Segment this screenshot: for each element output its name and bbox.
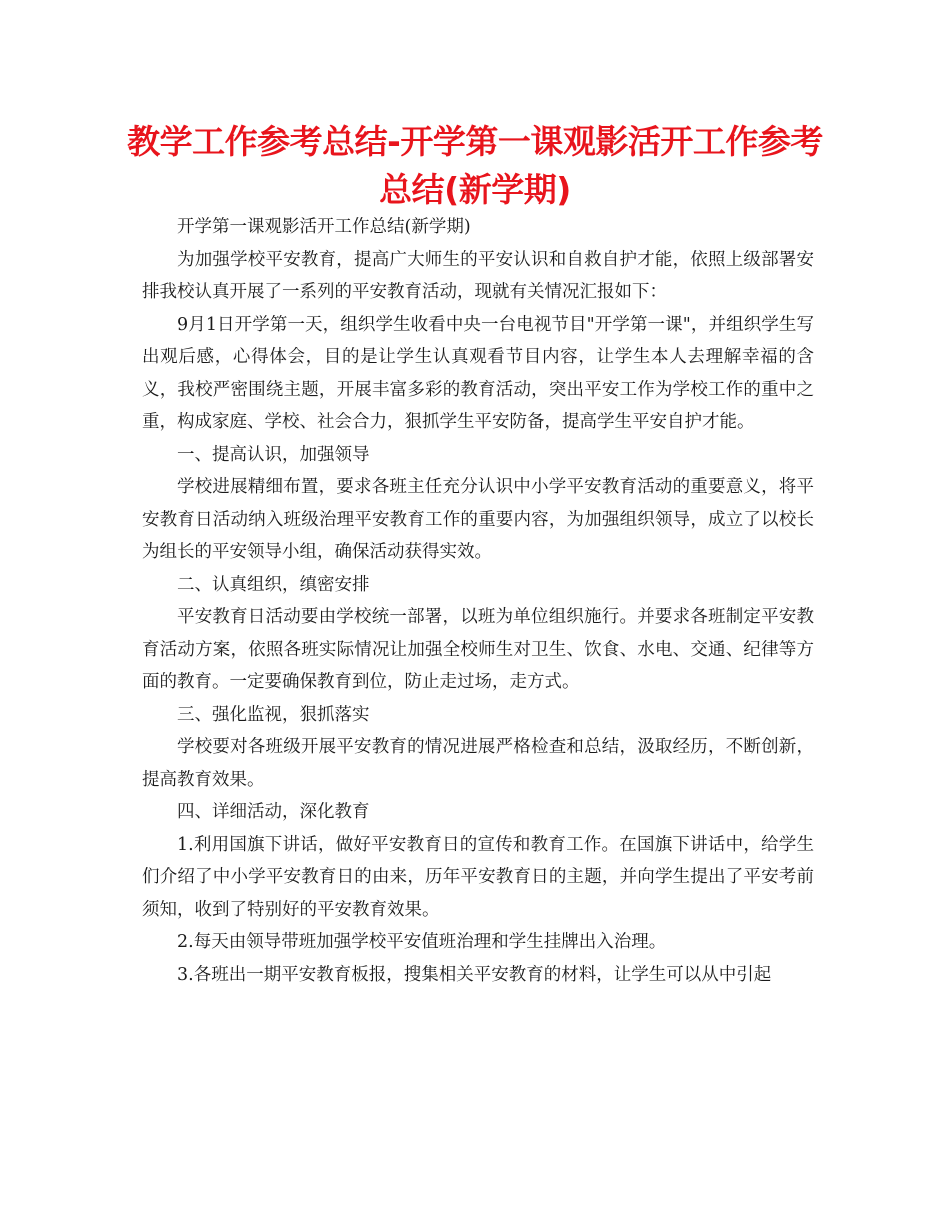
section-heading: 三、强化监视，狠抓落实 xyxy=(177,704,370,725)
section-heading: 二、认真组织，缜密安排 xyxy=(177,574,370,595)
section-heading: 一、提高认识，加强领导 xyxy=(177,444,370,465)
body-paragraph: 学校要对各班级开展平安教育的情况进展严格检查和总结，汲取经历，不断创新，提高教育效果。 xyxy=(142,737,814,790)
body-paragraph: 9月1日开学第一天，组织学生收看中央一台电视节目"开学第一课"，并组织学生写出观后感，心得体会，目的是让学生认真观看节目内容，让学生本人去理解幸福的含义，我校严密围绕主题，开展丰富多彩的教育活动，突出平安工作为学校工作的重中之重，构成家庭、学校、社会合力，狠抓学生平安防备，提高学生平安自护才能。 xyxy=(142,314,814,432)
document-body xyxy=(142,211,814,991)
intro-paragraph: 为加强学校平安教育，提高广大师生的平安认识和自救自护才能，依照上级部署安排我校认真开展了一系列的平安教育活动，现就有关情况汇报如下： xyxy=(142,249,814,302)
list-item-paragraph: 1.利用国旗下讲话，做好平安教育日的宣传和教育工作。在国旗下讲话中，给学生们介绍了中小学平安教育日的由来，历年平安教育日的主题，并向学生提出了平安考前须知，收到了特别好的平安教育效果。 xyxy=(142,834,814,920)
body-paragraph: 学校进展精细布置，要求各班主任充分认识中小学平安教育活动的重要意义，将平安教育日活动纳入班级治理平安教育工作的重要内容，为加强组织领导，成立了以校长为组长的平安领导小组，确保活动获得实效。 xyxy=(142,477,814,562)
subtitle-paragraph: 开学第一课观影活开工作总结(新学期) xyxy=(177,217,471,237)
list-item-paragraph: 3.各班出一期平安教育板报，搜集相关平安教育的材料，让学生可以从中引起 xyxy=(177,964,772,985)
list-item-paragraph: 2.每天由领导带班加强学校平安值班治理和学生挂牌出入治理。 xyxy=(177,932,667,952)
section-heading: 四、详细活动，深化教育 xyxy=(177,802,370,822)
document-title: 教学工作参考总结-开学第一课观影活开工作参考总结(新学期) xyxy=(127,122,823,209)
body-paragraph: 平安教育日活动要由学校统一部署，以班为单位组织施行。并要求各班制定平安教育活动方案，依照各班实际情况让加强全校师生对卫生、饮食、水电、交通、纪律等方面的教育。一定要确保教育到位，防止走过场，走方式。 xyxy=(142,607,814,692)
